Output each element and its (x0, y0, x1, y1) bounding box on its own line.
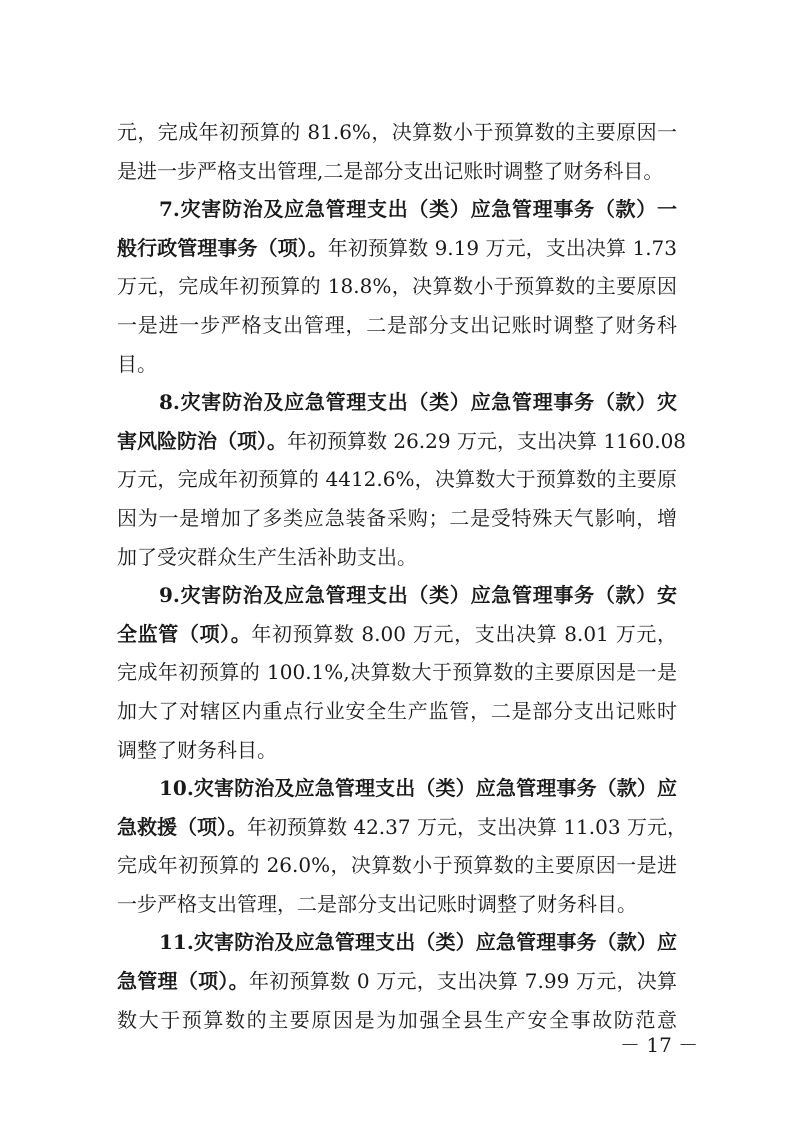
page-number: － 17 － (620, 1033, 699, 1057)
text-line: 数大于预算数的主要原因是为加强全县生产安全事故防范意 (117, 1007, 677, 1032)
item-heading-line (117, 576, 677, 615)
item-heading: 害风险防治（项）。 (117, 428, 287, 453)
text-line: 因为一是增加了多类应急装备采购；二是受特殊天气影响，增 (117, 505, 677, 530)
text-line: 完成年初预算的 26.0%，决算数小于预算数的主要原因一是进 (117, 853, 677, 878)
document-body (117, 113, 687, 1039)
text-line: 加大了对辖区内重点行业安全生产监管，二是部分支出记账时 (117, 698, 677, 723)
item-heading-line (117, 383, 677, 422)
text-line: 万元，完成年初预算的 18.8%，决算数小于预算数的主要原因 (117, 274, 677, 299)
text-line: 急管理（项）。年初预算数 0 万元，支出决算 7.99 万元，决算 (117, 969, 678, 994)
text-line: 急救援（项）。年初预算数 42.37 万元，支出决算 11.03 万元， (117, 814, 687, 839)
text-line: 一步严格支出管理，二是部分支出记账时调整了财务科目。 (117, 891, 637, 916)
item-heading: 般行政管理事务（项）。 (117, 235, 328, 260)
paragraph-item-10 (117, 769, 687, 923)
paragraph-item-7 (117, 190, 677, 383)
item-heading: 10.灾害防治及应急管理支出（类）应急管理事务（款）应 (159, 776, 677, 801)
text-line: 是进一步严格支出管理,二是部分支出记账时调整了财务科目。 (117, 158, 664, 183)
paragraph-item-11 (117, 923, 677, 1039)
paragraph-item-8 (117, 383, 687, 576)
item-heading: 7.灾害防治及应急管理支出（类）应急管理事务（款）一 (159, 197, 677, 222)
paragraph-continuation (117, 113, 677, 190)
text-line: 调整了财务科目。 (117, 737, 277, 762)
item-heading-line (117, 769, 677, 808)
item-heading: 急管理（项）。 (117, 969, 249, 994)
item-heading-line (117, 923, 677, 962)
item-heading: 全监管（项）。 (117, 621, 252, 646)
text-line: 目。 (117, 351, 157, 376)
item-heading: 急救援（项）。 (117, 814, 247, 839)
paragraph-item-9 (117, 576, 677, 769)
text-line: 万元，完成年初预算的 4412.6%，决算数大于预算数的主要原 (117, 467, 677, 492)
item-heading-line (117, 190, 677, 229)
text-line: 加了受灾群众生产生活补助支出。 (117, 544, 417, 569)
item-heading: 8.灾害防治及应急管理支出（类）应急管理事务（款）灾 (159, 390, 677, 415)
item-heading: 9.灾害防治及应急管理支出（类）应急管理事务（款）安 (159, 583, 677, 608)
text-line: 元，完成年初预算的 81.6%，决算数小于预算数的主要原因一 (117, 120, 677, 144)
text-line: 完成年初预算的 100.1%,决算数大于预算数的主要原因是一是 (117, 660, 677, 685)
text-line: 全监管（项）。年初预算数 8.00 万元，支出决算 8.01 万元， (117, 621, 677, 646)
text-line: 害风险防治（项）。年初预算数 26.29 万元，支出决算 1160.08 (117, 428, 687, 453)
text-line: 般行政管理事务（项）。年初预算数 9.19 万元，支出决算 1.73 (117, 235, 678, 260)
text-line: 一是进一步严格支出管理，二是部分支出记账时调整了财务科 (117, 312, 677, 337)
item-heading: 11.灾害防治及应急管理支出（类）应急管理事务（款）应 (159, 930, 677, 955)
